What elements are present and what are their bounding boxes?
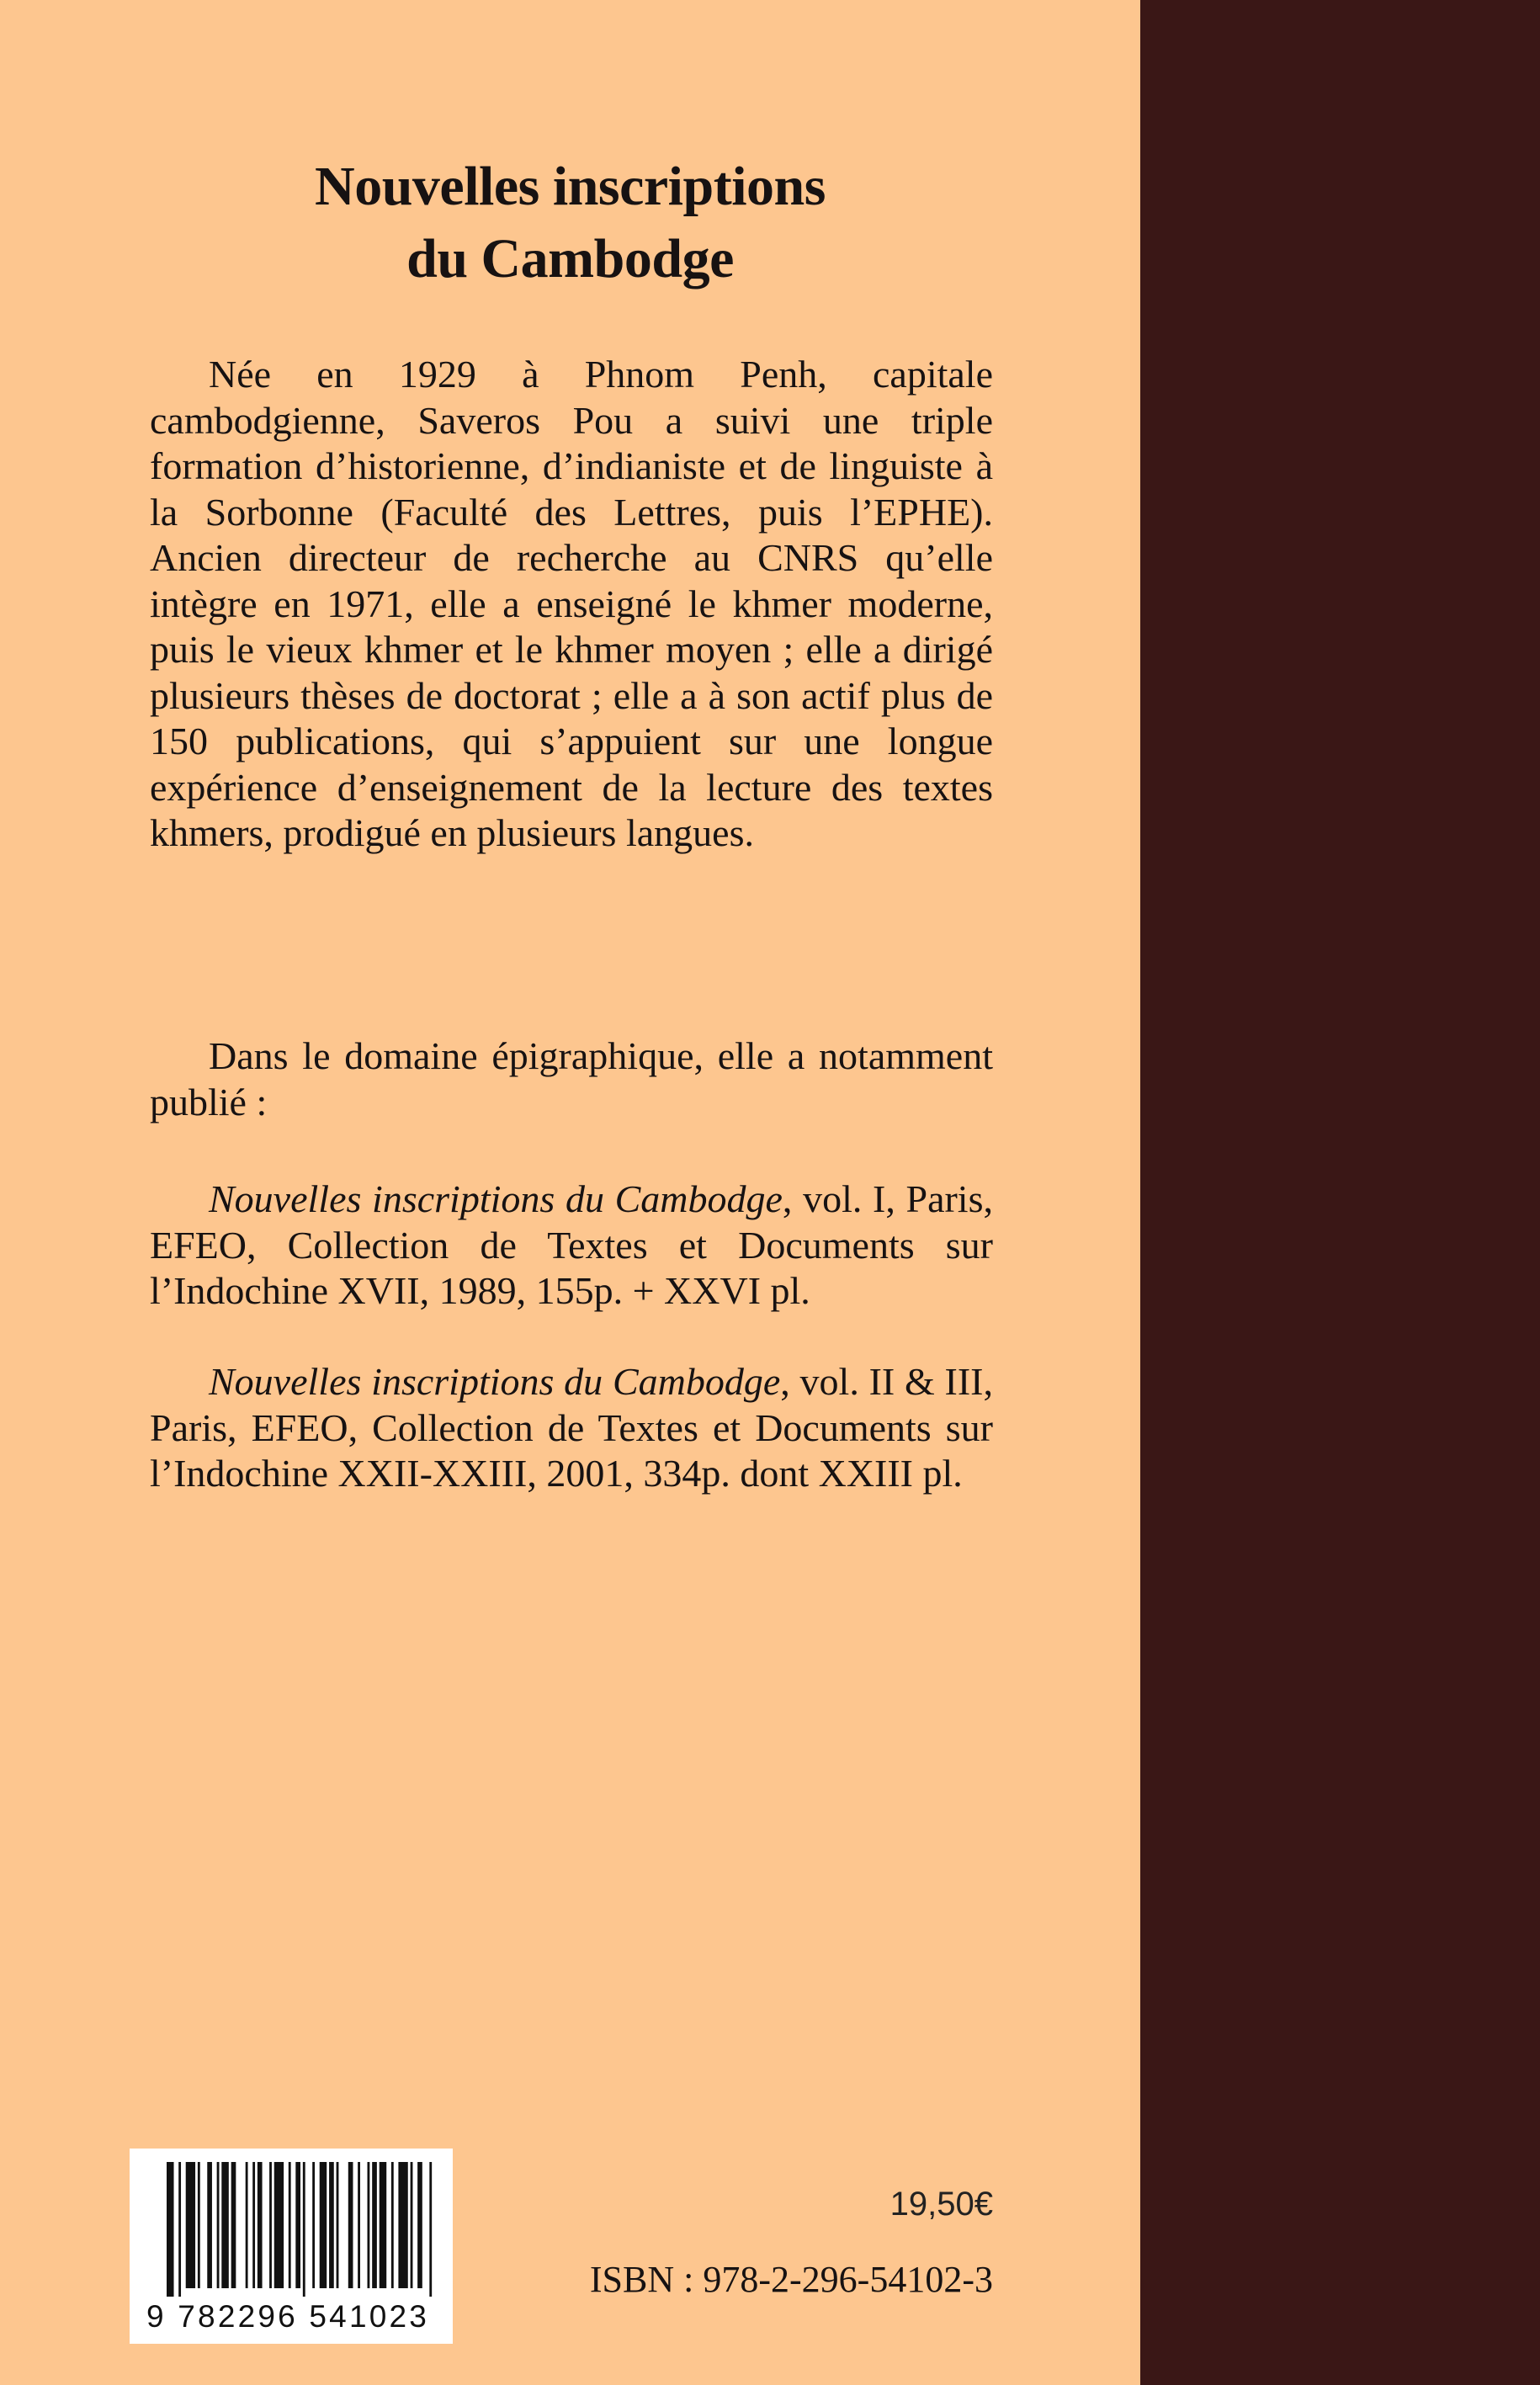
barcode-bar: [391, 2162, 394, 2288]
barcode-bar: [167, 2162, 174, 2297]
barcode-bar: [417, 2162, 422, 2288]
book-title-line-1: Nouvelles inscriptions: [315, 156, 826, 218]
barcode-bar: [295, 2162, 300, 2288]
publication-item-2: [150, 1359, 993, 1497]
publications-intro: Dans le domaine épigraphique, elle a notamment publié :: [150, 1034, 993, 1123]
publication-title: Nouvelles inscriptions du Cambodge: [209, 1360, 781, 1403]
barcode-bar: [358, 2162, 360, 2288]
barcode-bar: [337, 2162, 339, 2288]
barcode-bar: [207, 2162, 212, 2288]
barcode-bar: [217, 2162, 220, 2288]
barcode-bar: [258, 2162, 263, 2288]
barcode-bar: [198, 2162, 200, 2288]
barcode-bar: [320, 2162, 327, 2288]
barcode-bar: [231, 2162, 236, 2288]
publication-title: Nouvelles inscriptions du Cambodge: [209, 1177, 783, 1220]
publication-item-1: [150, 1177, 993, 1315]
author-biography: Née en 1929 à Phnom Penh, capitale cambodgienne, Saveros Pou a suivi une triple formation d’historienne, d’indianiste et de linguiste à la Sorbonne (Faculté des Lettres, puis l’EPHE). Ancien directeur de recherche au CNRS qu’elle intègre en 1971, elle a enseigné le khmer moderne, puis le vieux khmer et le khmer moyen ; elle a dirigé plusieurs thèses de doctorat ; elle a à son actif plus de 150 publications, qui s’appuient sur une longue expérience d’enseignement de la lecture des textes khmers, prodigué en plusieurs langues.: [150, 353, 993, 854]
barcode-bar: [429, 2162, 432, 2297]
barcode-bar: [312, 2162, 315, 2288]
book-title-line-2: du Cambodge: [406, 228, 734, 290]
price: 19,50€: [889, 2186, 993, 2223]
barcode-bar: [398, 2162, 407, 2288]
barcode-bar: [252, 2162, 255, 2288]
barcode-bar: [303, 2162, 305, 2297]
barcode-bar: [269, 2162, 272, 2288]
spine-band: [1140, 0, 1540, 2385]
barcode-bar: [289, 2162, 291, 2288]
book-title: [0, 151, 1140, 295]
barcode-bar: [329, 2162, 334, 2288]
barcode-bar: [246, 2162, 248, 2288]
barcode-bar: [178, 2162, 181, 2297]
publication-details: , vol. I, Paris, EFEO, Collection de Textes et Documents sur l’Indochine XVII, 1989, 155p. + XXVI pl.: [150, 1177, 993, 1312]
barcode-bar: [411, 2162, 413, 2288]
publication-details: , vol. II & III, Paris, EFEO, Collection de Textes et Documents sur l’Indochine XXII-XXIII, 2001, 334p. dont XXIII pl.: [150, 1360, 993, 1495]
barcode-bar: [372, 2162, 377, 2288]
barcode-bar: [348, 2162, 353, 2288]
barcode-bar: [380, 2162, 387, 2288]
barcode-bar: [368, 2162, 370, 2288]
isbn: ISBN : 978-2-296-54102-3: [589, 2259, 993, 2300]
barcode-digits: 9 782296 541023: [146, 2299, 430, 2334]
barcode-bars: [167, 2162, 434, 2297]
barcode-bar: [221, 2162, 229, 2288]
barcode-bar: [274, 2162, 284, 2288]
barcode: [130, 2149, 453, 2344]
barcode-bar: [186, 2162, 195, 2288]
